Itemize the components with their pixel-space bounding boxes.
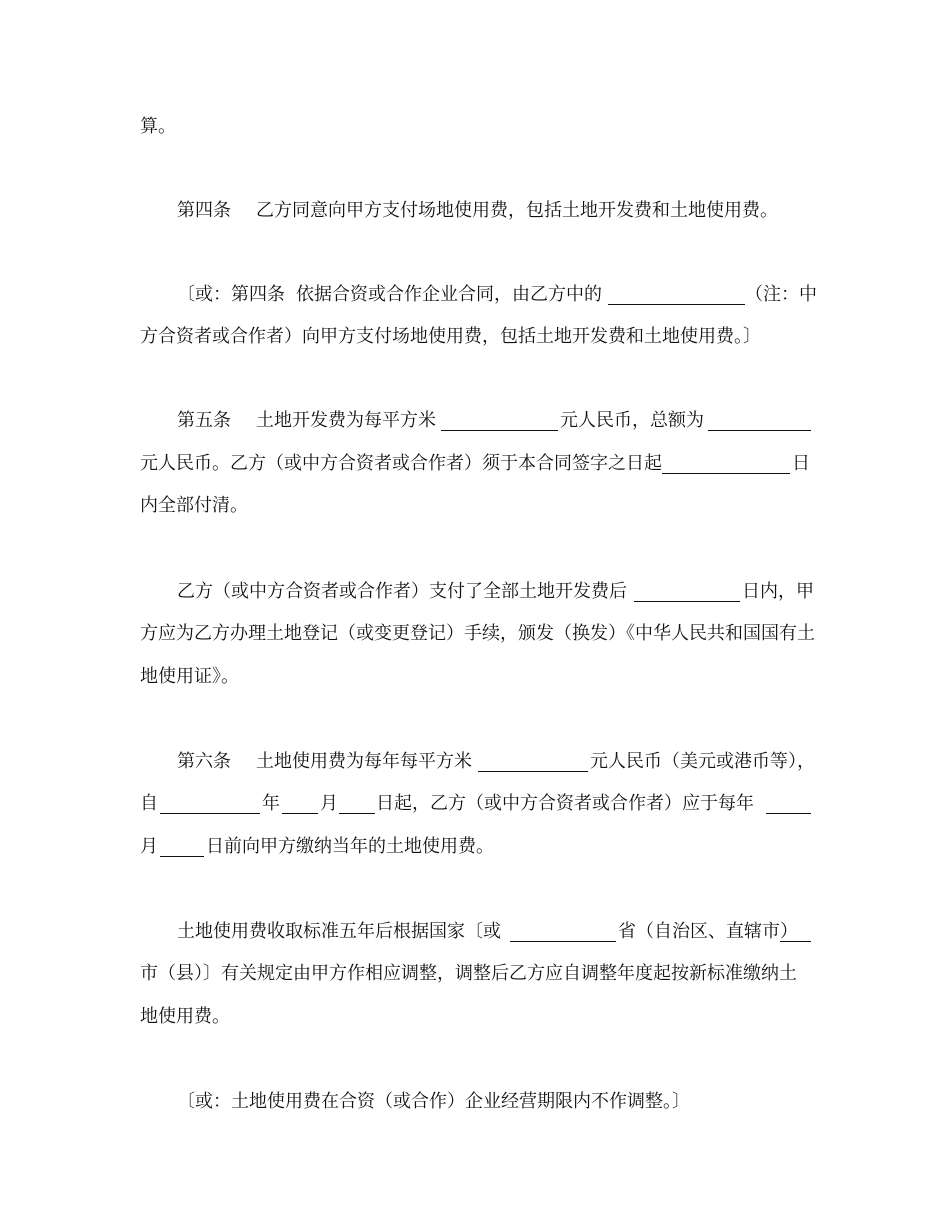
fill-in-blank (510, 941, 616, 942)
paragraph-8 (0, 1087, 950, 1117)
fill-in-blank (339, 813, 375, 814)
paragraph-5-line-2 (0, 619, 950, 649)
text-line: 省（自治区、直辖市） (618, 921, 798, 942)
text-line: 方应为乙方办理土地登记（或变更登记）手续，颁发（换发）《中华人民共和国国有土 (140, 623, 815, 644)
article-4-alternative-line-1 (0, 280, 950, 310)
article-6-line-3 (0, 832, 950, 862)
article-5-line-3 (0, 491, 950, 521)
article-number: 〔或：第四条 (177, 284, 285, 305)
article-number: 第六条 (177, 751, 231, 772)
text-line: 依据合资或合作企业合同，由乙方中的 (296, 284, 602, 305)
text-line: 元人民币（美元或港币等）， (590, 751, 815, 772)
text-line: 市（县）〕有关规定由甲方作相应调整，调整后乙方应自调整年度起按新标准缴纳土 (140, 963, 797, 984)
text-line: 日前向甲方缴纳当年的土地使用费。 (206, 836, 494, 857)
paragraph-5-line-1 (0, 577, 950, 607)
fill-in-blank (608, 304, 745, 305)
fill-in-blank (634, 601, 740, 602)
text-line: 乙方（或中方合资者或合作者）支付了全部土地开发费后 (177, 581, 627, 602)
text-line: 日起，乙方（或中方合资者或合作者）应于每年 (376, 793, 754, 814)
text-line: 乙方同意向甲方支付场地使用费，包括土地开发费和土地使用费。 (256, 200, 778, 221)
paragraph-7-line-1 (0, 917, 950, 947)
fill-in-blank (662, 473, 790, 474)
paragraph-5-line-3 (0, 662, 950, 692)
fill-in-blank (478, 771, 588, 772)
paragraph-7-line-3 (0, 1002, 950, 1032)
fill-in-blank (160, 856, 204, 857)
text-line: 日 (792, 453, 810, 474)
fill-in-blank (708, 430, 811, 431)
text-line: 年 (262, 793, 280, 814)
article-6-line-2 (0, 789, 950, 819)
text-line: 元人民币，总额为 (560, 410, 704, 431)
text-line: 方合资者或合作者）向甲方支付场地使用费，包括土地开发费和土地使用费。〕 (140, 326, 761, 347)
fill-in-blank (160, 813, 260, 814)
text-line: 自 (140, 793, 158, 814)
article-5-line-1 (0, 406, 950, 436)
fill-in-blank (282, 813, 318, 814)
text-line: 土地开发费为每平方米 (256, 410, 436, 431)
fill-in-blank (780, 941, 811, 942)
text-line: 内全部付清。 (140, 495, 248, 516)
text-line: 元人民币。乙方（或中方合资者或合作者）须于本合同签字之日起 (140, 453, 662, 474)
fill-in-blank (766, 813, 811, 814)
text-line: （注：中 (745, 284, 817, 305)
text-line: 月 (140, 836, 158, 857)
text-line: 地使用费。 (140, 1006, 230, 1027)
text-line: 土地使用费收取标准五年后根据国家〔或 (177, 921, 501, 942)
text-line: 土地使用费为每年每平方米 (256, 751, 472, 772)
text-line: 日内，甲 (742, 581, 814, 602)
text-line: 算。 (140, 116, 176, 137)
article-number: 第五条 (177, 410, 231, 431)
text-line: 地使用证》。 (140, 666, 239, 687)
article-5-line-2 (0, 449, 950, 479)
article-number: 第四条 (177, 200, 231, 221)
text-line: 月 (320, 793, 338, 814)
paragraph-7-line-2 (0, 959, 950, 989)
text-line: 〔或：土地使用费在合资（或合作）企业经营期限内不作调整。〕 (177, 1091, 690, 1112)
article-4 (0, 196, 950, 226)
fill-in-blank (441, 430, 558, 431)
article-6-line-1 (0, 747, 950, 777)
paragraph-continuation (0, 112, 950, 142)
article-4-alternative-line-2 (0, 322, 950, 352)
